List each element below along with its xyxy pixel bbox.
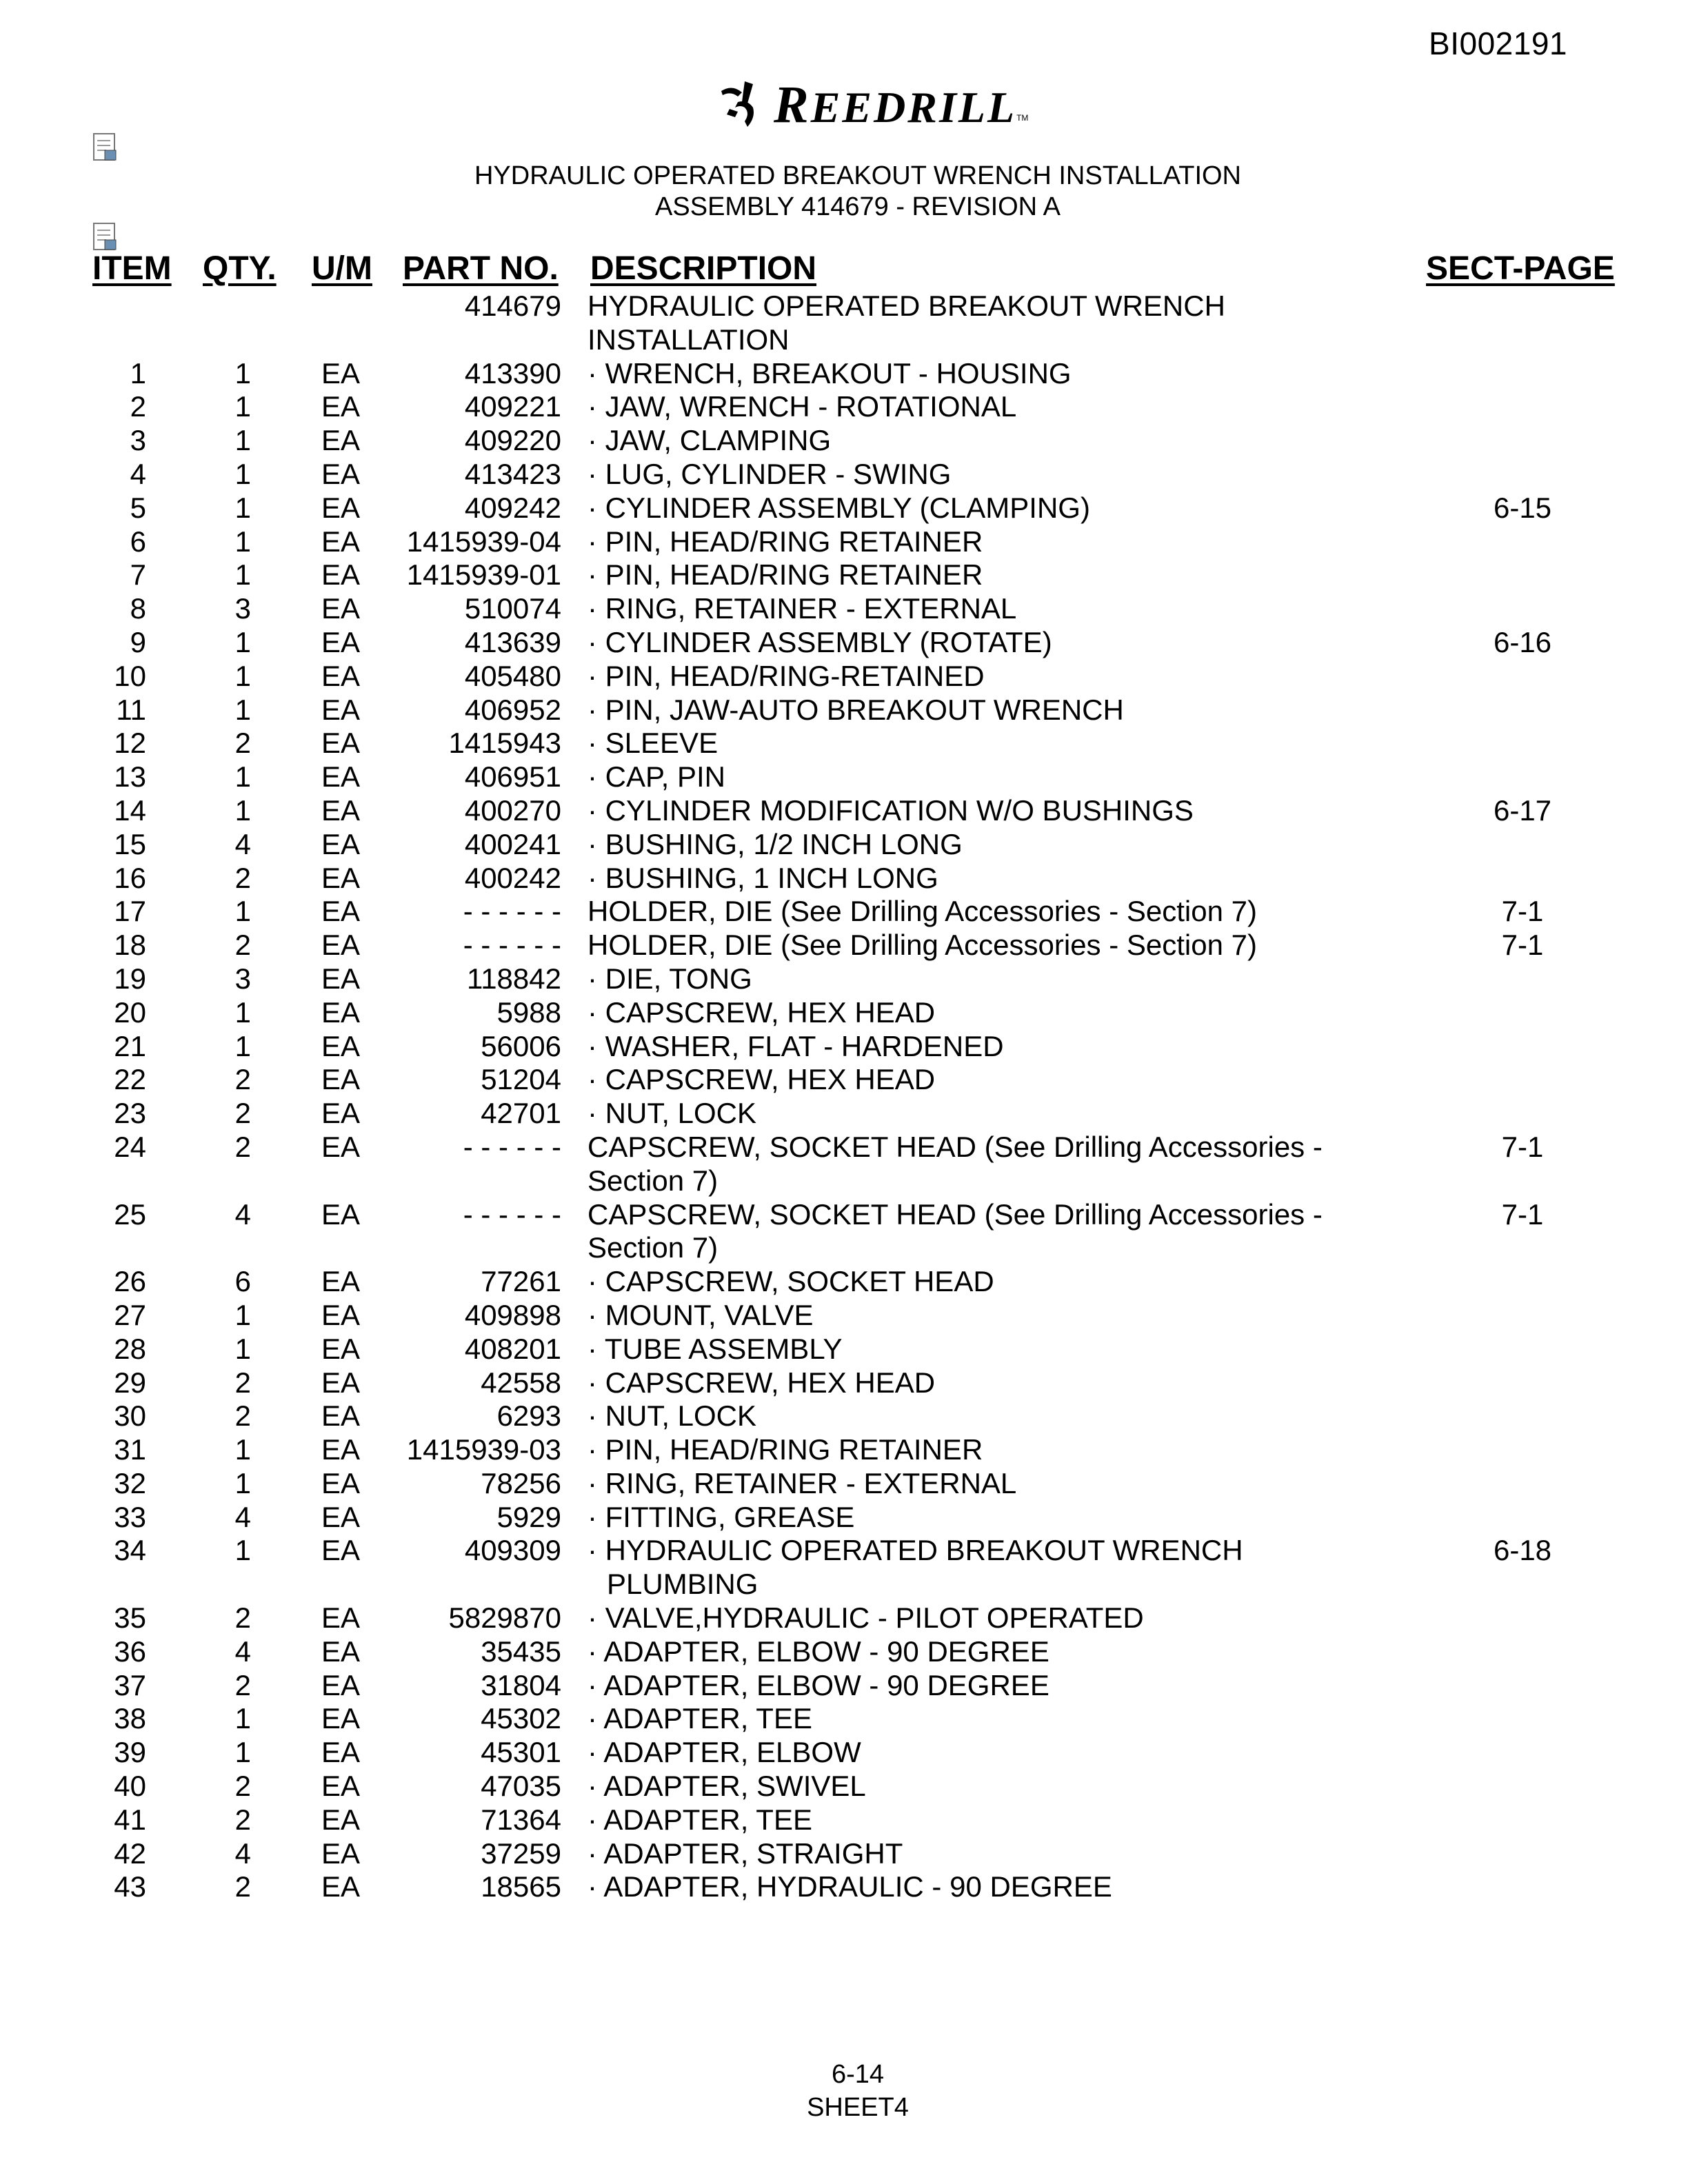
table-row bbox=[0, 1702, 1688, 1736]
qty-cell: 2 bbox=[234, 1803, 251, 1836]
sect-page-cell: 6-15 bbox=[1493, 491, 1552, 524]
qty-cell: 1 bbox=[234, 424, 251, 457]
part-no-cell: 71364 bbox=[481, 1803, 561, 1836]
qty-cell: 3 bbox=[234, 962, 251, 995]
um-cell: EA bbox=[321, 861, 361, 894]
item-cell: 37 bbox=[114, 1668, 146, 1701]
um-cell: EA bbox=[321, 558, 361, 592]
reedrill-logo bbox=[717, 77, 1028, 132]
part-no-cell: 400241 bbox=[464, 827, 561, 860]
qty-cell: 2 bbox=[234, 1063, 251, 1096]
part-no-cell: 31804 bbox=[481, 1668, 561, 1701]
um-cell: EA bbox=[321, 1097, 361, 1130]
qty-cell: 1 bbox=[234, 895, 251, 928]
part-no-cell: 414679 bbox=[464, 290, 561, 322]
item-cell: 31 bbox=[114, 1433, 146, 1466]
um-cell: EA bbox=[321, 827, 361, 860]
drill-bit-icon bbox=[717, 79, 768, 131]
um-cell: EA bbox=[321, 457, 361, 490]
qty-cell: 4 bbox=[234, 1197, 251, 1231]
table-row bbox=[0, 996, 1688, 1030]
qty-cell: 2 bbox=[234, 1668, 251, 1701]
description-cell: · BUSHING, 1/2 INCH LONG bbox=[587, 827, 963, 860]
table-row bbox=[0, 592, 1688, 626]
description-cell: · HYDRAULIC OPERATED BREAKOUT WRENCH PLUMBING bbox=[587, 1534, 1243, 1601]
qty-cell: 2 bbox=[234, 1366, 251, 1399]
qty-cell: 1 bbox=[234, 1736, 251, 1769]
um-cell: EA bbox=[321, 1803, 361, 1836]
item-cell: 7 bbox=[130, 558, 146, 592]
item-cell: 9 bbox=[130, 625, 146, 658]
um-cell: EA bbox=[321, 1668, 361, 1701]
um-cell: EA bbox=[321, 1837, 361, 1870]
qty-cell: 1 bbox=[234, 1298, 251, 1331]
um-cell: EA bbox=[321, 625, 361, 658]
part-no-cell: 45301 bbox=[481, 1736, 561, 1769]
part-no-cell: 406951 bbox=[464, 760, 561, 793]
part-no-cell: 51204 bbox=[481, 1063, 561, 1096]
description-cell: HYDRAULIC OPERATED BREAKOUT WRENCH INSTALLATION bbox=[587, 290, 1225, 356]
part-no-cell: - - - - - - bbox=[463, 1130, 561, 1163]
qty-cell: 2 bbox=[234, 1399, 251, 1433]
table-row bbox=[0, 895, 1688, 929]
qty-cell: 3 bbox=[234, 592, 251, 625]
sect-page-cell: 7-1 bbox=[1501, 1197, 1544, 1231]
table-row bbox=[0, 1063, 1688, 1097]
um-cell: EA bbox=[321, 1736, 361, 1769]
um-cell: EA bbox=[321, 929, 361, 962]
sect-page-cell: 6-17 bbox=[1493, 793, 1552, 827]
part-no-cell: - - - - - - bbox=[463, 1197, 561, 1231]
table-row bbox=[0, 1399, 1688, 1433]
description-cell: · CYLINDER MODIFICATION W/O BUSHINGS bbox=[587, 793, 1194, 827]
table-row bbox=[0, 626, 1688, 660]
qty-cell: 2 bbox=[234, 727, 251, 760]
item-cell: 41 bbox=[114, 1803, 146, 1836]
um-cell: EA bbox=[321, 1399, 361, 1433]
qty-cell: 1 bbox=[234, 995, 251, 1029]
part-no-cell: 5988 bbox=[496, 995, 561, 1029]
qty-cell: 2 bbox=[234, 929, 251, 962]
part-no-cell: 413639 bbox=[464, 625, 561, 658]
item-cell: 15 bbox=[114, 827, 146, 860]
table-row bbox=[0, 390, 1688, 424]
qty-cell: 2 bbox=[234, 1770, 251, 1803]
sect-page-cell: 7-1 bbox=[1501, 929, 1544, 962]
item-cell: 43 bbox=[114, 1870, 146, 1903]
header-sect-page: SECT-PAGE bbox=[1426, 250, 1615, 287]
description-cell: CAPSCREW, SOCKET HEAD (See Drilling Accessories - Section 7) bbox=[587, 1197, 1323, 1264]
item-cell: 25 bbox=[114, 1197, 146, 1231]
document-icon[interactable] bbox=[91, 222, 119, 252]
description-cell: · NUT, LOCK bbox=[587, 1399, 757, 1433]
item-cell: 4 bbox=[130, 457, 146, 490]
um-cell: EA bbox=[321, 693, 361, 726]
um-cell: EA bbox=[321, 1130, 361, 1163]
table-row bbox=[0, 1837, 1688, 1871]
part-no-cell: 118842 bbox=[466, 962, 561, 995]
qty-cell: 1 bbox=[234, 625, 251, 658]
table-row bbox=[0, 1501, 1688, 1535]
qty-cell: 2 bbox=[234, 861, 251, 894]
description-cell: · CAPSCREW, HEX HEAD bbox=[587, 1366, 936, 1399]
part-no-cell: 406952 bbox=[464, 693, 561, 726]
table-row bbox=[0, 1299, 1688, 1333]
description-cell: · PIN, HEAD/RING RETAINER bbox=[587, 558, 983, 592]
um-cell: EA bbox=[321, 525, 361, 558]
part-no-cell: 409242 bbox=[464, 491, 561, 524]
document-id: BI002191 bbox=[1429, 26, 1567, 61]
item-cell: 6 bbox=[130, 525, 146, 558]
table-row bbox=[0, 1131, 1688, 1198]
part-no-cell: 5829870 bbox=[448, 1601, 561, 1635]
um-cell: EA bbox=[321, 356, 361, 390]
table-row bbox=[0, 1669, 1688, 1703]
table-row bbox=[0, 962, 1688, 996]
table-row bbox=[0, 357, 1688, 391]
table-row bbox=[0, 1198, 1688, 1266]
table-row bbox=[0, 1601, 1688, 1635]
sect-page-cell: 6-16 bbox=[1493, 625, 1552, 658]
part-no-cell: 35435 bbox=[481, 1635, 561, 1668]
item-cell: 26 bbox=[114, 1265, 146, 1298]
description-cell: · ADAPTER, STRAIGHT bbox=[587, 1837, 903, 1870]
table-row bbox=[0, 558, 1688, 592]
item-cell: 29 bbox=[114, 1366, 146, 1399]
part-no-cell: 409898 bbox=[464, 1298, 561, 1331]
um-cell: EA bbox=[321, 592, 361, 625]
item-cell: 21 bbox=[114, 1029, 146, 1062]
item-cell: 35 bbox=[114, 1601, 146, 1635]
description-cell: · NUT, LOCK bbox=[587, 1097, 757, 1130]
description-cell: · DIE, TONG bbox=[587, 962, 752, 995]
table-row bbox=[0, 660, 1688, 694]
item-cell: 8 bbox=[130, 592, 146, 625]
header-um: U/M bbox=[312, 250, 372, 287]
header-description: DESCRIPTION bbox=[590, 250, 817, 287]
description-cell: · ADAPTER, ELBOW bbox=[587, 1736, 861, 1769]
qty-cell: 1 bbox=[234, 1029, 251, 1062]
item-cell: 12 bbox=[114, 727, 146, 760]
table-body bbox=[0, 290, 1688, 1904]
table-row bbox=[0, 1736, 1688, 1770]
part-no-cell: 409221 bbox=[464, 390, 561, 423]
item-cell: 2 bbox=[130, 390, 146, 423]
qty-cell: 2 bbox=[234, 1601, 251, 1635]
qty-cell: 2 bbox=[234, 1130, 251, 1163]
um-cell: EA bbox=[321, 1635, 361, 1668]
description-cell: · CYLINDER ASSEMBLY (CLAMPING) bbox=[587, 491, 1090, 524]
description-cell: HOLDER, DIE (See Drilling Accessories - Section 7) bbox=[587, 895, 1257, 928]
item-cell: 18 bbox=[114, 929, 146, 962]
table-row bbox=[0, 1534, 1688, 1601]
item-cell: 3 bbox=[130, 424, 146, 457]
description-cell: · ADAPTER, TEE bbox=[587, 1702, 812, 1735]
description-cell: · ADAPTER, ELBOW - 90 DEGREE bbox=[587, 1635, 1049, 1668]
item-cell: 32 bbox=[114, 1466, 146, 1499]
qty-cell: 4 bbox=[234, 827, 251, 860]
part-no-cell: - - - - - - bbox=[463, 929, 561, 962]
table-row bbox=[0, 1803, 1688, 1837]
table-row bbox=[0, 1870, 1688, 1904]
description-cell: · CAPSCREW, HEX HEAD bbox=[587, 1063, 936, 1096]
part-no-cell: 18565 bbox=[481, 1870, 561, 1903]
qty-cell: 1 bbox=[234, 1433, 251, 1466]
part-no-cell: 409220 bbox=[464, 424, 561, 457]
description-cell: · JAW, CLAMPING bbox=[587, 424, 832, 457]
description-cell: · PIN, HEAD/RING RETAINER bbox=[587, 1433, 983, 1466]
header-qty: QTY. bbox=[203, 250, 277, 287]
part-no-cell: 47035 bbox=[481, 1770, 561, 1803]
table-row bbox=[0, 1467, 1688, 1501]
um-cell: EA bbox=[321, 1332, 361, 1365]
page-number: 6-14 bbox=[831, 2060, 885, 2089]
um-cell: EA bbox=[321, 1702, 361, 1735]
qty-cell: 1 bbox=[234, 693, 251, 726]
description-cell: · PIN, HEAD/RING-RETAINED bbox=[587, 659, 985, 692]
description-cell: · WRENCH, BREAKOUT - HOUSING bbox=[587, 356, 1072, 390]
part-no-cell: 5929 bbox=[496, 1500, 561, 1533]
part-no-cell: 56006 bbox=[481, 1029, 561, 1062]
table-row bbox=[0, 1265, 1688, 1299]
item-cell: 1 bbox=[130, 356, 146, 390]
part-no-cell: 510074 bbox=[464, 592, 561, 625]
table-row bbox=[0, 525, 1688, 559]
qty-cell: 2 bbox=[234, 1097, 251, 1130]
document-icon[interactable] bbox=[91, 132, 119, 163]
part-no-cell: 413423 bbox=[464, 457, 561, 490]
part-no-cell: 42701 bbox=[481, 1097, 561, 1130]
um-cell: EA bbox=[321, 1063, 361, 1096]
qty-cell: 4 bbox=[234, 1635, 251, 1668]
qty-cell: 1 bbox=[234, 793, 251, 827]
part-no-cell: 1415939-01 bbox=[406, 558, 561, 592]
table-row bbox=[0, 929, 1688, 962]
table-row bbox=[0, 1635, 1688, 1669]
table-row bbox=[0, 492, 1688, 525]
qty-cell: 1 bbox=[234, 558, 251, 592]
table-row bbox=[0, 1433, 1688, 1467]
item-cell: 33 bbox=[114, 1500, 146, 1533]
description-cell: · BUSHING, 1 INCH LONG bbox=[587, 861, 938, 894]
description-cell: HOLDER, DIE (See Drilling Accessories - Section 7) bbox=[587, 929, 1257, 962]
description-cell: · CAPSCREW, SOCKET HEAD bbox=[587, 1265, 994, 1298]
part-no-cell: 409309 bbox=[464, 1534, 561, 1567]
qty-cell: 1 bbox=[234, 1332, 251, 1365]
table-row bbox=[0, 794, 1688, 828]
part-no-cell: 400270 bbox=[464, 793, 561, 827]
item-cell: 36 bbox=[114, 1635, 146, 1668]
table-row bbox=[0, 1030, 1688, 1064]
description-cell: · RING, RETAINER - EXTERNAL bbox=[587, 592, 1017, 625]
table-row bbox=[0, 1333, 1688, 1366]
table-row bbox=[0, 694, 1688, 727]
item-cell: 28 bbox=[114, 1332, 146, 1365]
um-cell: EA bbox=[321, 793, 361, 827]
table-row bbox=[0, 458, 1688, 492]
qty-cell: 1 bbox=[234, 491, 251, 524]
description-cell: · ADAPTER, HYDRAULIC - 90 DEGREE bbox=[587, 1870, 1112, 1903]
part-no-cell: 400242 bbox=[464, 861, 561, 894]
item-cell: 14 bbox=[114, 793, 146, 827]
document-subtitle: ASSEMBLY 414679 - REVISION A bbox=[655, 192, 1061, 221]
item-cell: 20 bbox=[114, 995, 146, 1029]
part-no-cell: 405480 bbox=[464, 659, 561, 692]
table-row bbox=[0, 290, 1688, 357]
qty-cell: 4 bbox=[234, 1837, 251, 1870]
description-cell: CAPSCREW, SOCKET HEAD (See Drilling Accessories - Section 7) bbox=[587, 1130, 1323, 1197]
part-no-cell: 77261 bbox=[481, 1265, 561, 1298]
um-cell: EA bbox=[321, 995, 361, 1029]
table-row bbox=[0, 1366, 1688, 1400]
part-no-cell: 1415939-03 bbox=[406, 1433, 561, 1466]
part-no-cell: - - - - - - bbox=[463, 895, 561, 928]
um-cell: EA bbox=[321, 1534, 361, 1567]
item-cell: 5 bbox=[130, 491, 146, 524]
item-cell: 17 bbox=[114, 895, 146, 928]
header-part-no: PART NO. bbox=[403, 250, 559, 287]
part-no-cell: 78256 bbox=[481, 1466, 561, 1499]
part-no-cell: 6293 bbox=[496, 1399, 561, 1433]
item-cell: 42 bbox=[114, 1837, 146, 1870]
description-cell: · LUG, CYLINDER - SWING bbox=[587, 457, 952, 490]
table-row bbox=[0, 1770, 1688, 1803]
um-cell: EA bbox=[321, 390, 361, 423]
um-cell: EA bbox=[321, 491, 361, 524]
part-no-cell: 408201 bbox=[464, 1332, 561, 1365]
um-cell: EA bbox=[321, 1770, 361, 1803]
description-cell: · PIN, JAW-AUTO BREAKOUT WRENCH bbox=[587, 693, 1124, 726]
qty-cell: 1 bbox=[234, 760, 251, 793]
um-cell: EA bbox=[321, 760, 361, 793]
qty-cell: 1 bbox=[234, 1466, 251, 1499]
um-cell: EA bbox=[321, 727, 361, 760]
um-cell: EA bbox=[321, 1870, 361, 1903]
um-cell: EA bbox=[321, 1433, 361, 1466]
item-cell: 24 bbox=[114, 1130, 146, 1163]
item-cell: 16 bbox=[114, 861, 146, 894]
description-cell: · RING, RETAINER - EXTERNAL bbox=[587, 1466, 1017, 1499]
description-cell: · CAP, PIN bbox=[587, 760, 725, 793]
description-cell: · CYLINDER ASSEMBLY (ROTATE) bbox=[587, 625, 1052, 658]
um-cell: EA bbox=[321, 1197, 361, 1231]
qty-cell: 1 bbox=[234, 1702, 251, 1735]
um-cell: EA bbox=[321, 1500, 361, 1533]
um-cell: EA bbox=[321, 1029, 361, 1062]
part-no-cell: 413390 bbox=[464, 356, 561, 390]
description-cell: · MOUNT, VALVE bbox=[587, 1298, 814, 1331]
description-cell: · ADAPTER, ELBOW - 90 DEGREE bbox=[587, 1668, 1049, 1701]
um-cell: EA bbox=[321, 659, 361, 692]
um-cell: EA bbox=[321, 1601, 361, 1635]
table-row bbox=[0, 760, 1688, 794]
part-no-cell: 42558 bbox=[481, 1366, 561, 1399]
qty-cell: 6 bbox=[234, 1265, 251, 1298]
table-row bbox=[0, 424, 1688, 458]
description-cell: · CAPSCREW, HEX HEAD bbox=[587, 995, 936, 1029]
sect-page-cell: 6-18 bbox=[1493, 1534, 1552, 1567]
description-cell: · ADAPTER, TEE bbox=[587, 1803, 812, 1836]
description-cell: · JAW, WRENCH - ROTATIONAL bbox=[587, 390, 1017, 423]
qty-cell: 1 bbox=[234, 1534, 251, 1567]
item-cell: 30 bbox=[114, 1399, 146, 1433]
description-cell: · FITTING, GREASE bbox=[587, 1500, 855, 1533]
description-cell: · TUBE ASSEMBLY bbox=[587, 1332, 843, 1365]
item-cell: 10 bbox=[114, 659, 146, 692]
um-cell: EA bbox=[321, 1466, 361, 1499]
um-cell: EA bbox=[321, 1366, 361, 1399]
item-cell: 38 bbox=[114, 1702, 146, 1735]
table-row bbox=[0, 727, 1688, 760]
item-cell: 19 bbox=[114, 962, 146, 995]
qty-cell: 1 bbox=[234, 356, 251, 390]
item-cell: 39 bbox=[114, 1736, 146, 1769]
qty-cell: 1 bbox=[234, 390, 251, 423]
qty-cell: 1 bbox=[234, 659, 251, 692]
sect-page-cell: 7-1 bbox=[1501, 1130, 1544, 1163]
sect-page-cell: 7-1 bbox=[1501, 895, 1544, 928]
description-cell: · PIN, HEAD/RING RETAINER bbox=[587, 525, 983, 558]
qty-cell: 2 bbox=[234, 1870, 251, 1903]
table-row bbox=[0, 1097, 1688, 1131]
table-row bbox=[0, 862, 1688, 896]
um-cell: EA bbox=[321, 962, 361, 995]
qty-cell: 1 bbox=[234, 525, 251, 558]
um-cell: EA bbox=[321, 1265, 361, 1298]
part-no-cell: 45302 bbox=[481, 1702, 561, 1735]
logo-text: REEDRILL bbox=[774, 75, 1017, 134]
table-row bbox=[0, 828, 1688, 862]
item-cell: 27 bbox=[114, 1298, 146, 1331]
item-cell: 34 bbox=[114, 1534, 146, 1567]
part-no-cell: 1415943 bbox=[448, 727, 561, 760]
description-cell: · WASHER, FLAT - HARDENED bbox=[587, 1029, 1004, 1062]
trademark: TM bbox=[1016, 113, 1029, 123]
item-cell: 13 bbox=[114, 760, 146, 793]
description-cell: · ADAPTER, SWIVEL bbox=[587, 1770, 866, 1803]
qty-cell: 4 bbox=[234, 1500, 251, 1533]
um-cell: EA bbox=[321, 895, 361, 928]
item-cell: 23 bbox=[114, 1097, 146, 1130]
header-item: ITEM bbox=[92, 250, 172, 287]
item-cell: 22 bbox=[114, 1063, 146, 1096]
um-cell: EA bbox=[321, 1298, 361, 1331]
document-title: HYDRAULIC OPERATED BREAKOUT WRENCH INSTALLATION bbox=[474, 161, 1242, 190]
sheet-label: SHEET4 bbox=[807, 2093, 909, 2122]
um-cell: EA bbox=[321, 424, 361, 457]
part-no-cell: 1415939-04 bbox=[406, 525, 561, 558]
description-cell: · VALVE,HYDRAULIC - PILOT OPERATED bbox=[587, 1601, 1144, 1635]
qty-cell: 1 bbox=[234, 457, 251, 490]
item-cell: 40 bbox=[114, 1770, 146, 1803]
item-cell: 11 bbox=[116, 693, 146, 726]
part-no-cell: 37259 bbox=[481, 1837, 561, 1870]
description-cell: · SLEEVE bbox=[587, 727, 719, 760]
